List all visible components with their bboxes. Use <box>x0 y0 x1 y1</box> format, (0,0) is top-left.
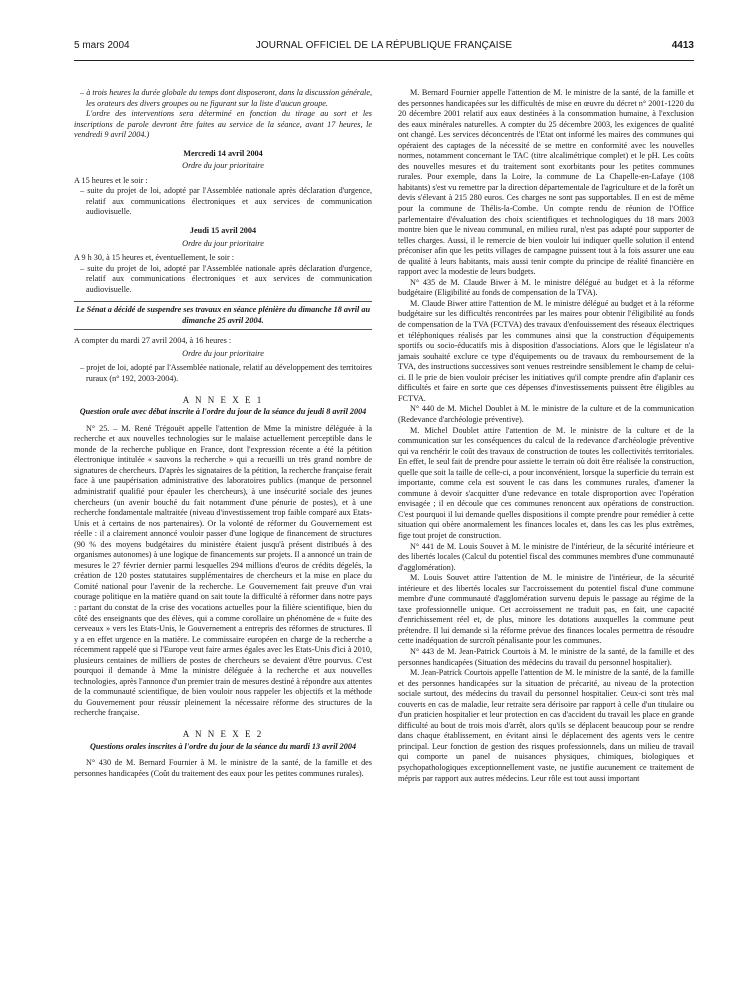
senat-notice: Le Sénat a décidé de suspendre ses travaux en séance plénière du dimanche 18 avril au dimanche 25 avril 2004. <box>74 301 372 330</box>
question-heading: N° 443 de M. Jean-Patrick Courtois à M. le ministre de la santé, de la famille et des personnes handicapées (Situation des médecins du travail du personnel hospitalier). <box>398 646 694 667</box>
question-text: M. Bernard Fournier appelle l'attention de M. le ministre de la santé, de la famille et des personnes handicapées sur les difficultés de mise en œuvre du décret n° 2001-1220 du 20 décembre 2001 relatif aux eaux destinées à la consommation humaine, à l'exclusion des eaux minérales naturelles. A compter du 25 décembre 2003, les exigences de qualité ont changé. Les services déconcentrés de l'Etat ont informé les maires des communes qui opéraient des captages de la nécessité de se mettre en conformité avec les nouvelles normes, notamment concernant le TAC (titre alcalimétrique complet) et le pH. Les coûts des nouvelles mesures et du traitement sont exorbitants pour les petites communes rurales. Pour exemple, dans la Loire, la commune de La Chapelle-en-Lafaye (108 habitants) s'est vu remettre par la direction départementale de l'agriculture et de la forêt un devis s'élevant à 215 280 euros. Ces charges ne sont pas supportables. Il en est de même pour la commune de Thélis-la-Combe. Un compte rendu de réunion de l'Office parlementaire d'évaluation des choix scientifiques et technologiques du 18 mars 2003 montre bien que le niveau communal, en milieu rural, n'est pas adapté pour supporter de telles charges. Aussi, il le remercie de bien vouloir lui indiquer quelle solution il entend préconiser afin que les petits villages de campagne puissent tout à la fois assurer une eau de qualité à leurs habitants, mais aussi tenir compte du principe de réalité financière en rapport avec la modestie de leurs budgets. <box>398 88 694 277</box>
left-paragraph: – à trois heures la durée globale du temps dont disposeront, dans la discussion générale, les orateurs des divers groupes ou ne figurant sur la liste d'aucun groupe. <box>80 88 372 108</box>
annexe-heading: A N N E X E 1 <box>182 394 264 405</box>
ordre-du-jour-label: Ordre du jour prioritaire <box>182 161 264 171</box>
question-text: M. Claude Biwer attire l'attention de M. le ministre délégué au budget et à la réforme budgétaire sur les difficultés rencontrées par les maires pour obtenir l'éligibilité au fonds de compensation de la TVA (FCTVA) des travaux d'enfouissement des réseaux électriques et téléphoniques réalisés par les communes ainsi que la construction d'équipements sportifs ou socio-éducatifs mis à disposition d'associations. Alors que le législateur n'a jamais souhaité exclure ce type d'équipements ou de travaux du remboursement de la TVA, des instructions successives sont venues restreindre sensiblement le champ de celui-ci. Il le prie de bien vouloir préciser les initiatives qu'il compte prendre afin d'aplanir ces difficultés et faire en sorte que ces dépenses d'investissements puissent être éligibles au FCTVA. <box>398 298 694 403</box>
hour-line: A 15 heures et le soir : <box>74 175 148 185</box>
hour-line: A compter du mardi 27 avril 2004, à 16 heures : <box>74 336 232 346</box>
agenda-item: – suite du projet de loi, adopté par l'Assemblée nationale après déclaration d'urgence, relatif aux communications électroniques et aux services de communication audiovisuelle. <box>80 186 372 217</box>
question-heading: N° 441 de M. Louis Souvet à M. le ministre de l'intérieur, de la sécurité intérieure et des libertés locales (Calcul du potentiel fiscal des communes membres d'une communauté d'agglomération). <box>398 541 694 572</box>
header-rule <box>74 60 694 61</box>
question-heading: N° 435 de M. Claude Biwer à M. le ministre délégué au budget et à la réforme budgétaire (Eligibilité au fonds de compensation de la TVA). <box>398 277 694 298</box>
agenda-item: – suite du projet de loi, adopté par l'Assemblée nationale après déclaration d'urgence, relatif aux communications électroniques et aux services de communication audiovisuelle. <box>80 263 372 294</box>
question-text: N° 25. – M. René Trégouët appelle l'attention de Mme la ministre déléguée à la recherche et aux nouvelles technologies sur le malaise actuellement perceptible dans le monde de la recherche publique en France, dont l'expression récente a été la pétition électronique intitulée « sauvons la recherche » qui a recueilli un très grand nombre de signatures de chercheurs. D'après les signataires de la pétition, la recherche française ferait face à une paupérisation administrative des laboratoires publics (manque de personnel administratif qualifié pour épauler les chercheurs), à une insécurité sociale des jeunes chercheurs (un avenir bouché du fait notamment d'une pénurie de postes), et à une recherche fondamentale maltraitée (niveau d'investissement trop faible comparé aux Etats-Unis et à certains de nos partenaires). Or la volonté de réformer du Gouvernement est réelle : il a clairement annoncé vouloir passer d'une logique de financement de structures (90 % des moyens budgétaires du ministère étaient jusqu'à présent distribués à des organismes autonomes) à une logique de financements sur projets. Il a annoncé un train de mesures le 27 février dernier parmi lesquelles 294 millions d'euros de crédits dégelés, la création de 120 postes statutaires supplémentaires de chercheurs et la mise en place du Comité national pour l'avenir de la recherche. Le Gouvernement fait preuve d'un vrai courage politique en la matière quand on sait toute la difficulté à réformer dans notre pays : partant du constat de la crise des vocations actuelles pour la filière scientifique, bien du côté des enseignants que des élèves, qui a comme corollaire un phénomène de « fuite des cerveaux » vers les Etats-Unis, le Gouvernement a entrepris des réformes de structures. Il y a en effet urgence en la matière. Le commissaire européen en charge de la recherche a récemment rappelé que si l'Europe veut faire armes égales avec les Etats-Unis d'ici à 2010, plusieurs centaines de milliers de postes de chercheurs se devaient d'être pourvus. C'est pourquoi il demande à Mme la ministre déléguée à la recherche et aux nouvelles technologies, après l'annonce d'un premier train de mesures destiné à répondre aux attentes de la communauté scientifique, de bien vouloir nous rappeler les objectifs et la méthode du Gouvernement pour réussir pleinement la nécessaire réforme des structures de la recherche française. <box>74 423 372 718</box>
day-heading: Mercredi 14 avril 2004 <box>183 148 263 158</box>
annexe-title: Questions orales inscrites à l'ordre du jour de la séance du mardi 13 avril 2004 <box>89 741 357 751</box>
page-header <box>74 40 694 56</box>
question-heading: N° 440 de M. Michel Doublet à M. le ministre de la culture et de la communication (Redevance d'archéologie préventive). <box>398 404 694 424</box>
day-heading: Jeudi 15 avril 2004 <box>189 226 257 236</box>
header-title: JOURNAL OFFICIEL DE LA RÉPUBLIQUE FRANÇAISE <box>255 40 513 51</box>
right-column <box>398 88 694 784</box>
question-text: M. Louis Souvet attire l'attention de M. le ministre de l'intérieur, de la sécurité intérieure et des libertés locales sur l'accroissement du potentiel fiscal d'une commune membre d'une communauté d'agglomération survenu depuis le passage au régime de la taxe professionnelle unique. Cet accroissement ne traduit pas, en fait, une capacité d'enrichissement réel et, de plus, minore les dotations auxquelles la commune peut prétendre. Il lui demande si la réforme prévue des finances locales permettra de résoudre cette inadéquation de surcroît pénalisante pour les communes. <box>398 573 694 646</box>
annexe-heading: A N N E X E 2 <box>182 728 264 739</box>
ordre-du-jour-label: Ordre du jour prioritaire <box>182 348 264 358</box>
left-column <box>74 88 372 779</box>
page-number: 4413 <box>671 40 694 51</box>
agenda-item: – projet de loi, adopté par l'Assemblée nationale, relatif au développement des territoires ruraux (n° 192, 2003-2004). <box>80 363 372 384</box>
annexe-title: Question orale avec débat inscrite à l'ordre du jour de la séance du jeudi 8 avril 2004 <box>79 407 367 417</box>
hour-line: A 9 h 30, à 15 heures et, éventuellement, le soir : <box>74 253 235 263</box>
question-heading: N° 430 de M. Bernard Fournier à M. le ministre de la santé, de la famille et des personnes handicapées (Coût du traitement des eaux pour les petites communes rurales). <box>74 758 372 778</box>
left-paragraph: L'ordre des interventions sera déterminé en fonction du tirage au sort et les inscriptions de parole devront être faites au service de la séance, avant 17 heures, le vendredi 9 avril 2004.) <box>74 109 372 140</box>
ordre-du-jour-label: Ordre du jour prioritaire <box>182 238 264 248</box>
question-text: M. Michel Doublet attire l'attention de M. le ministre de la culture et de la communication sur les conséquences du calcul de la redevance d'archéologie préventive qui va renchérir le coût des travaux de construction de toutes les collectivités territoriales. En effet, le seul fait de prendre pour assiette le terrain où doit être réalisée la construction, quelle que soit la taille de celle-ci, a pour inconvénient, lorsque la superficie du terrain est importante, comme cela est souvent le cas dans les communes rurales, d'amener la commune à devoir s'acquitter d'une redevance en totale disproportion avec l'opération envisagée ; il en découle que ces communes renoncent aux opérations de construction. C'est pourquoi il lui demande quelles dispositions il compte prendre pour remédier à cette situation qui obère anormalement les finances locales et, dans les cas les plus extrêmes, fige tout projet de construction. <box>398 425 694 540</box>
question-text: M. Jean-Patrick Courtois appelle l'attention de M. le ministre de la santé, de la famille et des personnes handicapées sur la situation de précarité, au niveau de la protection sociale surtout, des médecins du travail du personnel hospitalier. Ceux-ci sont très mal couverts en cas de maladie, leur retraite sera dérisoire par rapport à celle d'un titulaire ou d'un praticien hospitalier et leur protection en cas d'accident du travail les place en grande difficulté au bout de trois mois d'arrêt, alors qu'ils se déplacent beaucoup pour se rendre dans chaque établissement, en évitant ainsi le déplacement des agents vers le centre principal. Leur fonction de gestion des risques professionnels, dans un milieu de travail qui comporte un panel de nuisances physiques, chimiques, biologiques et psychopathologiques exceptionnellement vaste, ne justifie aucunement ce traitement de mépris par rapport aux autres médecins. Leur rôle est tout aussi important <box>398 668 694 783</box>
header-date: 5 mars 2004 <box>74 40 130 51</box>
